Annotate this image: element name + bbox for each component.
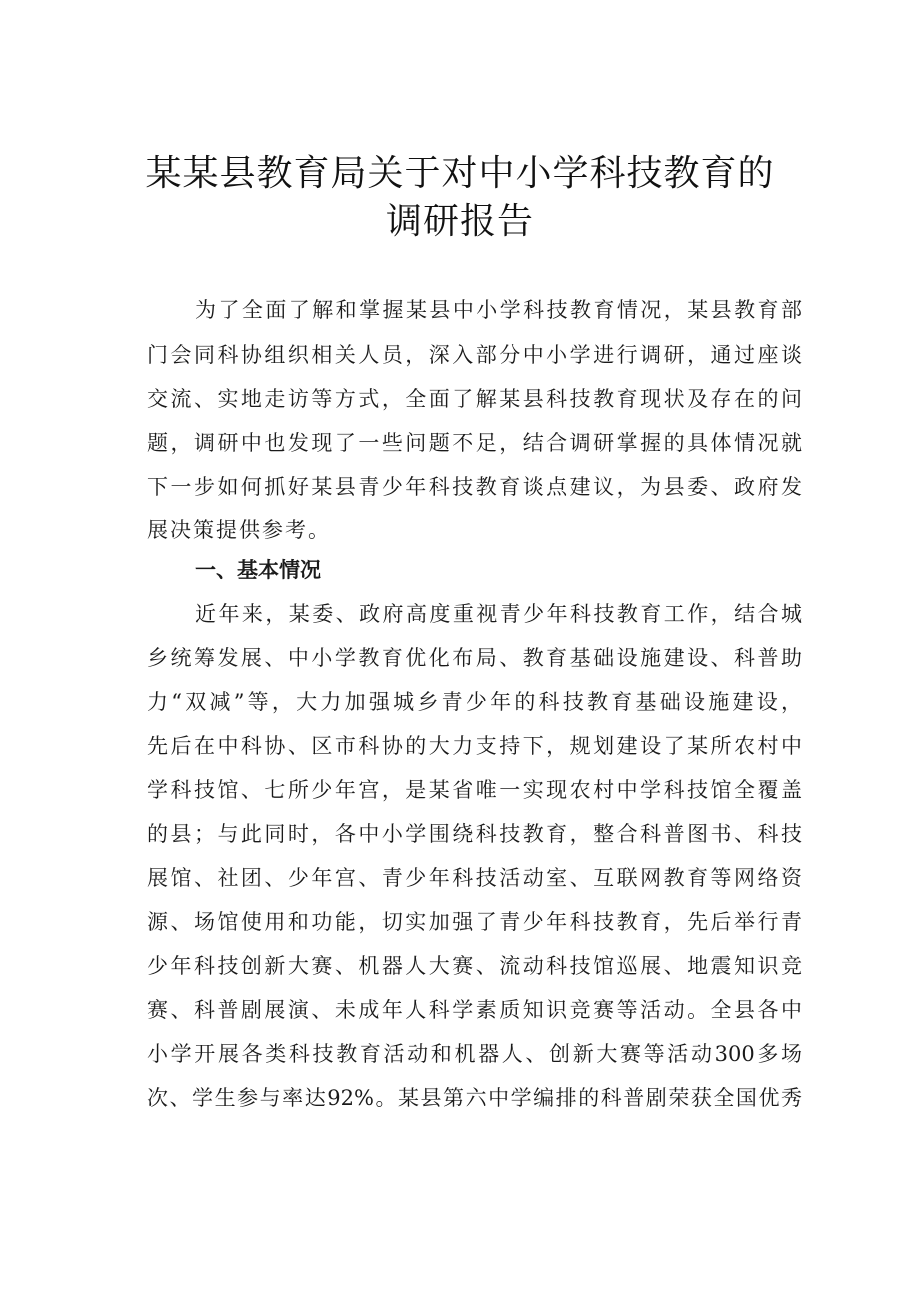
section1-line-7: 展馆、社团、少年宫、青少年科技活动室、互联网教育等网络资 (147, 866, 802, 890)
section1-line-3: 力“双减”等，大力加强城乡青少年的科技教育基础设施建设， (147, 690, 802, 714)
section1-line-8: 源、场馆使用和功能，切实加强了青少年科技教育，先后举行青 (147, 910, 802, 934)
section1-line-10: 赛、科普剧展演、未成年人科学素质知识竞赛等活动。全县各中 (147, 998, 802, 1022)
section1-line-4: 先后在中科协、区市科协的大力支持下，规划建设了某所农村中 (147, 734, 802, 758)
section1-line-2: 乡统筹发展、中小学教育优化布局、教育基础设施建设、科普助 (147, 646, 802, 670)
intro-line-4: 题，调研中也发现了一些问题不足，结合调研掌握的具体情况就 (147, 431, 802, 455)
section1-line-6: 的县；与此同时，各中小学围绕科技教育，整合科普图书、科技 (147, 822, 802, 846)
intro-line-1: 为了全面了解和掌握某县中小学科技教育情况，某县教育部 (195, 298, 802, 322)
intro-line-5: 下一步如何抓好某县青少年科技教育谈点建议，为县委、政府发 (147, 475, 802, 499)
intro-line-2: 门会同科协组织相关人员，深入部分中小学进行调研，通过座谈 (147, 343, 802, 367)
section1-line-5: 学科技馆、七所少年宫，是某省唯一实现农村中学科技馆全覆盖 (147, 778, 802, 802)
document-title-line-2: 调研报告 (385, 201, 534, 242)
section1-line-9: 少年科技创新大赛、机器人大赛、流动科技馆巡展、地震知识竞 (147, 954, 802, 978)
intro-line-3: 交流、实地走访等方式，全面了解某县科技教育现状及存在的问 (147, 387, 802, 411)
intro-line-6: 展决策提供参考。 (147, 518, 331, 542)
document-title-line-1: 某某县教育局关于对中小学科技教育的 (145, 153, 775, 194)
section1-line-12: 次、学生参与率达92%。某县第六中学编排的科普剧荣获全国优秀 (147, 1086, 802, 1110)
section1-line-11: 小学开展各类科技教育活动和机器人、创新大赛等活动300多场 (147, 1042, 802, 1066)
section1-line-1: 近年来，某委、政府高度重视青少年科技教育工作，结合城 (195, 602, 802, 626)
section-heading-basic-situation: 一、基本情况 (195, 558, 321, 582)
